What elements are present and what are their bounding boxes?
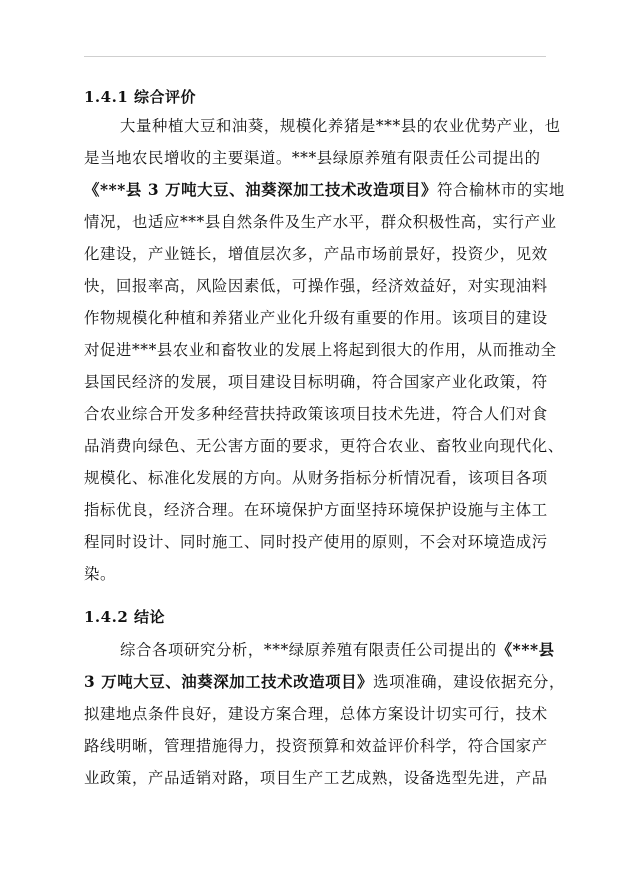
paragraph-line: 路线明晰，管理措施得力，投资预算和效益评价科学，符合国家产: [84, 737, 548, 755]
paragraph-line: 作物规模化种植和养猪业产业化升级有重要的作用。该项目的建设: [84, 309, 548, 327]
project-title-bold: 3 万吨大豆、油葵深加工技术改造项目》: [84, 673, 374, 691]
paragraph-line: 合农业综合开发多种经营扶持政策该项目技术先进，符合人们对食: [84, 405, 548, 423]
paragraph-line: 情况，也适应***县自然条件及生产水平，群众积极性高，实行产业: [84, 213, 557, 231]
paragraph-text: 符合榆林市的实地: [437, 181, 565, 199]
project-title-bold: 《***县: [496, 641, 555, 659]
paragraph-line: 县国民经济的发展，项目建设目标明确，符合国家产业化政策，符: [84, 373, 548, 391]
paragraph-line: 是当地农民增收的主要渠道。***县绿原养殖有限责任公司提出的: [84, 149, 541, 167]
paragraph-line: 化建设，产业链长，增值层次多，产品市场前景好，投资少，见效: [84, 245, 548, 263]
paragraph-line: 拟建地点条件良好，建设方案合理，总体方案设计切实可行，技术: [84, 705, 548, 723]
paragraph-line: [84, 672, 565, 692]
paragraph-text: 选项准确，建设依据充分，: [373, 673, 565, 691]
paragraph-line: 指标优良，经济合理。在环境保护方面坚持环境保护设施与主体工: [84, 501, 548, 519]
paragraph-line: 业政策，产品适销对路，项目生产工艺成熟，设备选型先进，产品: [84, 769, 548, 787]
project-title-bold: 《***县 3 万吨大豆、油葵深加工技术改造项目》: [84, 181, 437, 199]
paragraph-line: 程同时设计、同时施工、同时投产使用的原则，不会对环境造成污: [84, 533, 548, 551]
header-rule: [84, 56, 546, 57]
paragraph-line: 大量种植大豆和油葵，规模化养猪是***县的农业优势产业，也: [120, 117, 561, 135]
paragraph-text: 综合各项研究分析，***绿原养殖有限责任公司提出的: [120, 641, 497, 659]
paragraph-line: [84, 180, 565, 200]
section-heading-1-4-2: 1.4.2 结论: [84, 608, 165, 626]
section-heading-1-4-1: 1.4.1 综合评价: [84, 88, 196, 106]
paragraph-line: 染。: [84, 565, 116, 583]
paragraph-line: 对促进***县农业和畜牧业的发展上将起到很大的作用，从而推动全: [84, 341, 557, 359]
paragraph-line: 品消费向绿色、无公害方面的要求，更符合农业、畜牧业向现代化、: [84, 437, 564, 455]
paragraph-line: 规模化、标准化发展的方向。从财务指标分析情况看，该项目各项: [84, 469, 548, 487]
paragraph-line: 快，回报率高，风险因素低，可操作强，经济效益好，对实现油料: [84, 277, 548, 295]
paragraph-line: [120, 640, 560, 660]
